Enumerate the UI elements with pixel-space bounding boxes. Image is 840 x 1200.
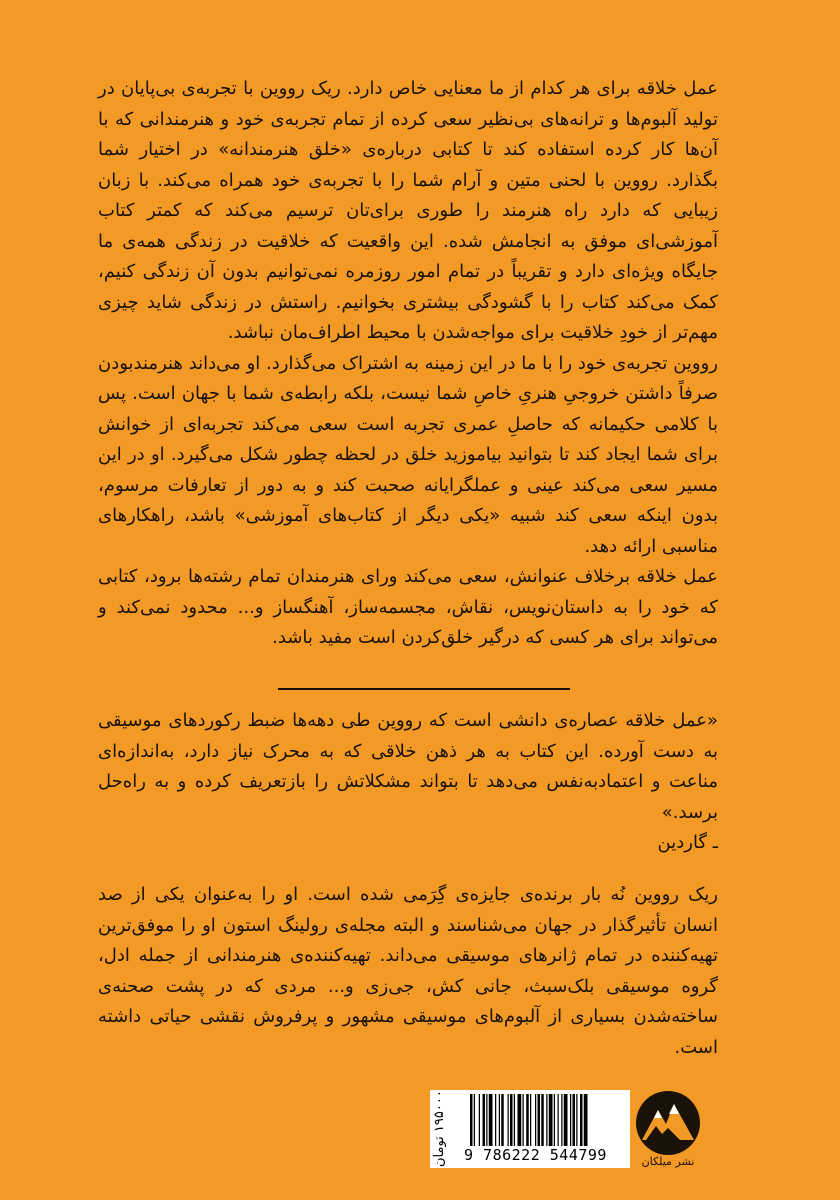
- barcode-bars: [470, 1094, 624, 1146]
- intro-paragraph-2: رووین تجربه‌ی خود را با ما در این زمینه به اشتراک می‌گذارد. او می‌داند هنرمندبودن صرفاً داشتن خروجیِ هنریِ خاصِ شما نیست، بلکه رابطه‌ی شما با جهان است. پس با کلامی حکیمانه که حاصلِ عمری تجربه است سعی می‌کند تجربه‌ای از خوانش برای شما ایجاد کند تا بتوانید بیاموزید خلق در لحظه چطور شکل می‌گیرد. او در این مسیر سعی می‌کند عینی و عملگرایانه صحبت کند و به دور از تعارفات مرسوم، بدون اینکه سعی کند شبیه «یکی دیگر از کتاب‌های آموزشی» باشد، راهکارهای مناسبی ارائه دهد.: [98, 352, 718, 557]
- barcode-digits: 9 786222 544799: [464, 1146, 607, 1164]
- quote-author: ـ گاردین: [657, 832, 718, 853]
- publisher-logo: [632, 1090, 704, 1170]
- price-label: ۱۹۵۰۰۰ تومان: [432, 1090, 447, 1168]
- quote-text: «عمل خلاقه عصاره‌ی دانشی است که رووین طی دهه‌ها ضبط رکوردهای موسیقی به دست آورده. این کتاب به هر ذهن خلاقی که به محرک نیاز دارد، به‌اندازه‌ای مناعت و اعتمادبه‌نفس می‌دهد تا بتواند مشکلاتش را بازتعریف کرده و به راه‌حل برسد.»: [98, 710, 718, 823]
- intro-section: [98, 74, 718, 654]
- intro-paragraph-3: عمل خلاقه برخلاف عنوانش، سعی می‌کند ورای هنرمندان تمام رشته‌ها برود، کتابی که خود را به داستان‌نویس، نقاش، مجسمه‌ساز، آهنگساز و... محدود نمی‌کند و می‌تواند برای هر کسی که درگیر خلق‌کردن است مفید باشد.: [98, 566, 718, 648]
- bio-text: ریک رووین نُه بار برنده‌ی جایزه‌ی گِرَمی شده است. او را به‌عنوان یکی از صد انسان تأثیرگذار در جهان می‌شناسند و البته مجله‌ی رولینگ استون او را موفق‌ترین تهیه‌کننده در تمام ژانرهای موسیقی می‌داند. تهیه‌کننده‌ی هنرمندانی از جمله ادل، گروه موسیقی بلک‌سبث، جانی کش، جی‌زی و... مردی که در پشت صحنه‌ی ساخته‌شدن بسیاری از آلبوم‌های موسیقی مشهور و پرفروش نقشی حیاتی داشته است.: [98, 884, 718, 1058]
- mountains-logo-icon: [632, 1090, 704, 1156]
- section-divider: [278, 688, 570, 690]
- author-bio: [98, 880, 718, 1063]
- intro-paragraph-1: عمل خلاقه برای هر کدام از ما معنایی خاص دارد. ریک رووین با تجربه‌ی بی‌پایان در تولید آلبوم‌ها و ترانه‌های بی‌نظیر سعی کرده از تمام تجربه‌ی خود و هنرمندانی که با آن‌ها کار کرده استفاده کند تا کتابی درباره‌ی «خلق هنرمندانه» در اختیار شما بگذارد. رووین با لحنی متین و آرام شما را با تجربه‌ی خود همراه می‌کند. با زبان زیبایی که دارد راه هنرمند را طوری برای‌تان ترسیم می‌کند که کمتر کتاب آموزشی‌ای موفق به انجامش شده. این واقعیت که خلاقیت در زندگی همه‌ی ما جایگاه ویژه‌ای دارد و تقریباً در تمام امور روزمره نمی‌توانیم بدون آن زندگی کنیم، کمک می‌کند کتاب را با گشودگی بیشتری بخوانیم. راستش در زندگی شاید چیزی مهم‌تر از خودِ خلاقیت برای مواجه‌شدن با محیط اطراف‌مان نباشد.: [98, 78, 718, 343]
- review-quote: [98, 706, 718, 859]
- isbn-barcode: [430, 1090, 630, 1168]
- publisher-name: نشر میلکان: [641, 1155, 695, 1168]
